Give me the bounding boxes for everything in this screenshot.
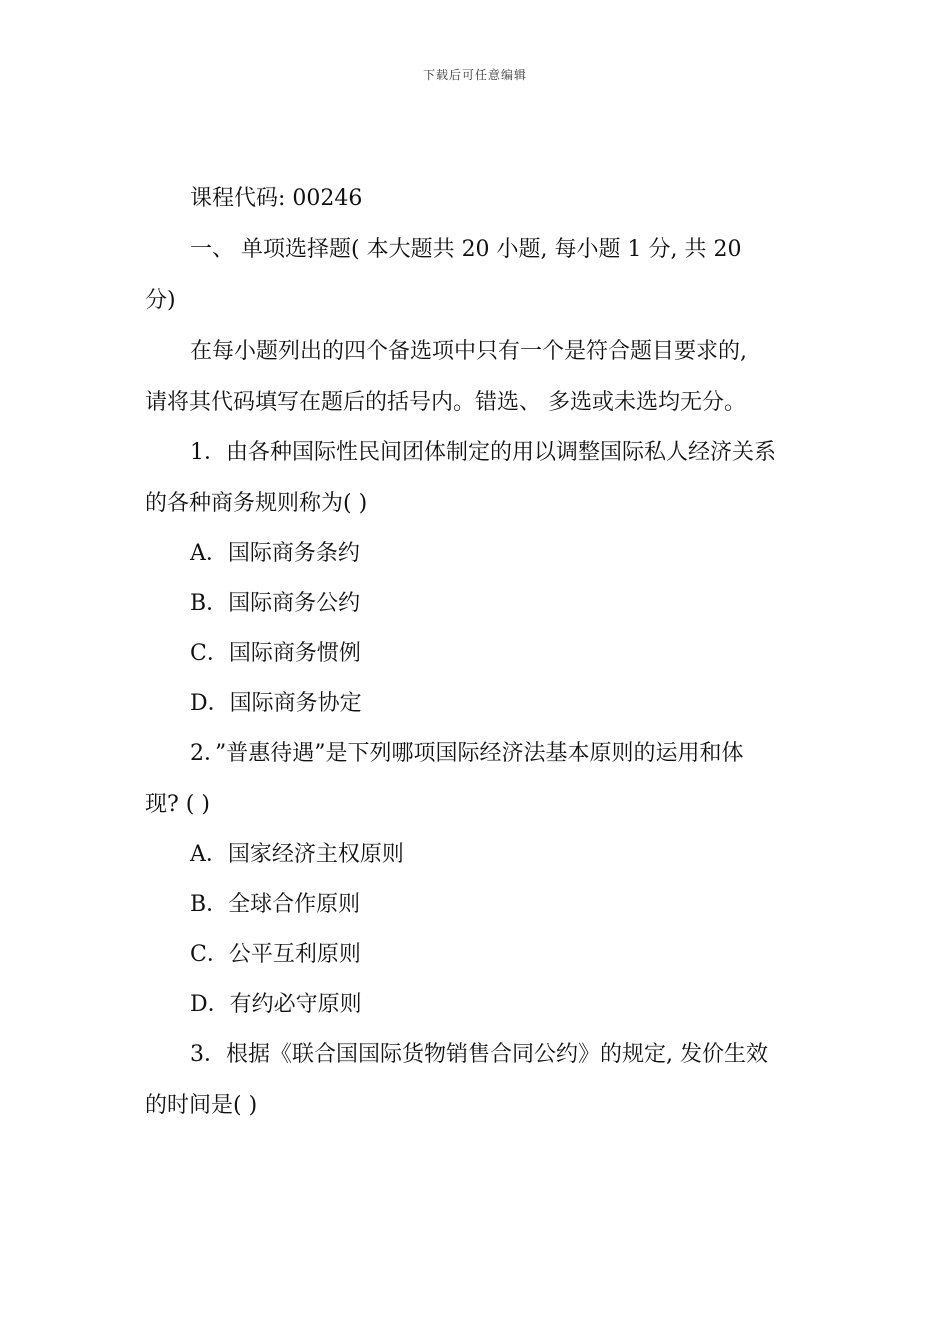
question-3-stem-line1: 3．根据《联合国国际货物销售合同公约》的规定, 发价生效: [190, 1042, 768, 1067]
page-header-note: 下载后可任意编辑: [422, 68, 527, 82]
section-heading-line2: 分): [145, 288, 176, 313]
instructions-line2: 请将其代码填写在题后的括号内。错选、 多选或未选均无分。: [145, 390, 746, 415]
question-2-option-a: A．国家经济主权原则: [190, 842, 404, 867]
question-2-option-b: B．全球合作原则: [190, 892, 361, 917]
question-2-option-d: D．有约必守原则: [190, 992, 362, 1017]
question-2-option-c: C．公平互利原则: [190, 942, 361, 967]
question-1-option-d: D．国际商务协定: [190, 691, 362, 716]
course-code: 课程代码: 00246: [190, 186, 363, 211]
question-1-stem-line2: 的各种商务规则称为( ): [145, 491, 368, 516]
question-1-stem-line1: 1．由各种国际性民间团体制定的用以调整国际私人经济关系: [190, 440, 776, 465]
instructions-line1: 在每小题列出的四个备选项中只有一个是符合题目要求的,: [190, 339, 747, 364]
question-2-stem-line2: 现? ( ): [145, 792, 210, 817]
question-1-option-a: A．国际商务条约: [190, 541, 360, 566]
question-2-stem-line1: 2．”普惠待遇”是下列哪项国际经济法基本原则的运用和体: [190, 741, 744, 766]
section-heading-line1: 一、 单项选择题( 本大题共 20 小题, 每小题 1 分, 共 20: [190, 237, 742, 262]
question-3-stem-line2: 的时间是( ): [145, 1093, 258, 1118]
question-1-option-c: C．国际商务惯例: [190, 641, 361, 666]
question-1-option-b: B．国际商务公约: [190, 591, 361, 616]
